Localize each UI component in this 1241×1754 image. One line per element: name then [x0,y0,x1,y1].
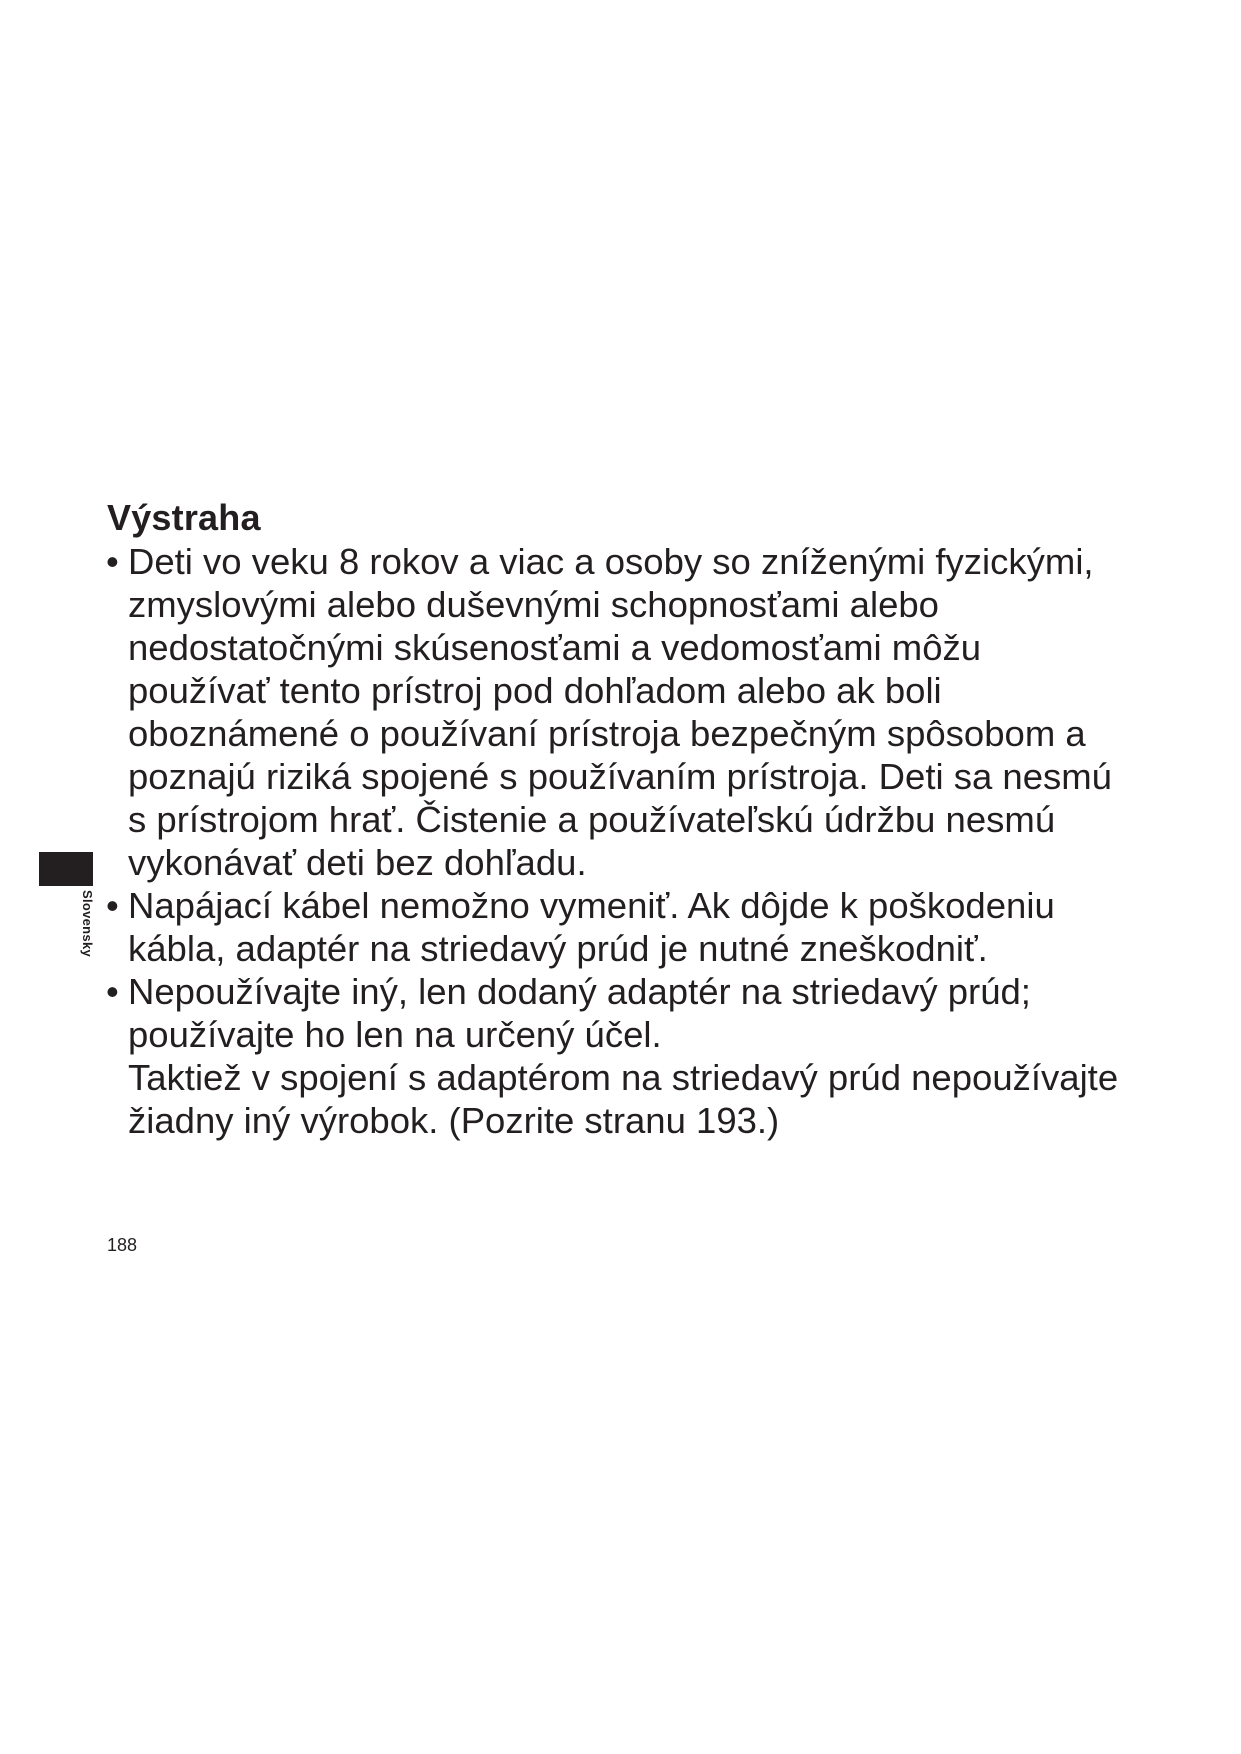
warning-extra-text: Taktiež v spojení s adaptérom na striedavý prúd nepoužívajte žiadny iný výrobok. (Pozrite stranu 193.) [128,1057,1119,1141]
bullet-icon: • [106,885,119,926]
warning-text: Napájací kábel nemožno vymeniť. Ak dôjde k poškodeniu kábla, adaptér na striedavý prúd je nutné zneškodniť. [128,885,1055,969]
warning-text: Deti vo veku 8 rokov a viac a osoby so zníženými fyzickými, zmyslovými alebo duševnými schopnosťami alebo nedostatočnými skúsenosťami a vedomosťami môžu používať tento prístroj pod dohľadom alebo ak boli oboznámené o používaní prístroja bezpečným spôsobom a poznajú riziká spojené s používaním prístroja. Deti sa nesmú s prístrojom hrať. Čistenie a používateľskú údržbu nesmú vykonávať deti bez dohľadu. [128,541,1112,883]
bullet-icon: • [106,541,119,582]
warning-item-adapter [106,970,1186,1142]
warning-list [106,540,1186,1142]
warning-text: Nepoužívajte iný, len dodaný adaptér na striedavý prúd; používajte ho len na určený účel. [128,971,1031,1055]
page-number: 188 [107,1235,138,1255]
language-tab-marker [39,852,93,886]
bullet-icon: • [106,971,119,1012]
section-heading: Výstraha [107,497,261,538]
language-tab-label: Slovensky [80,890,95,958]
warning-item-cable [106,884,1186,970]
warning-item-children [106,540,1186,884]
